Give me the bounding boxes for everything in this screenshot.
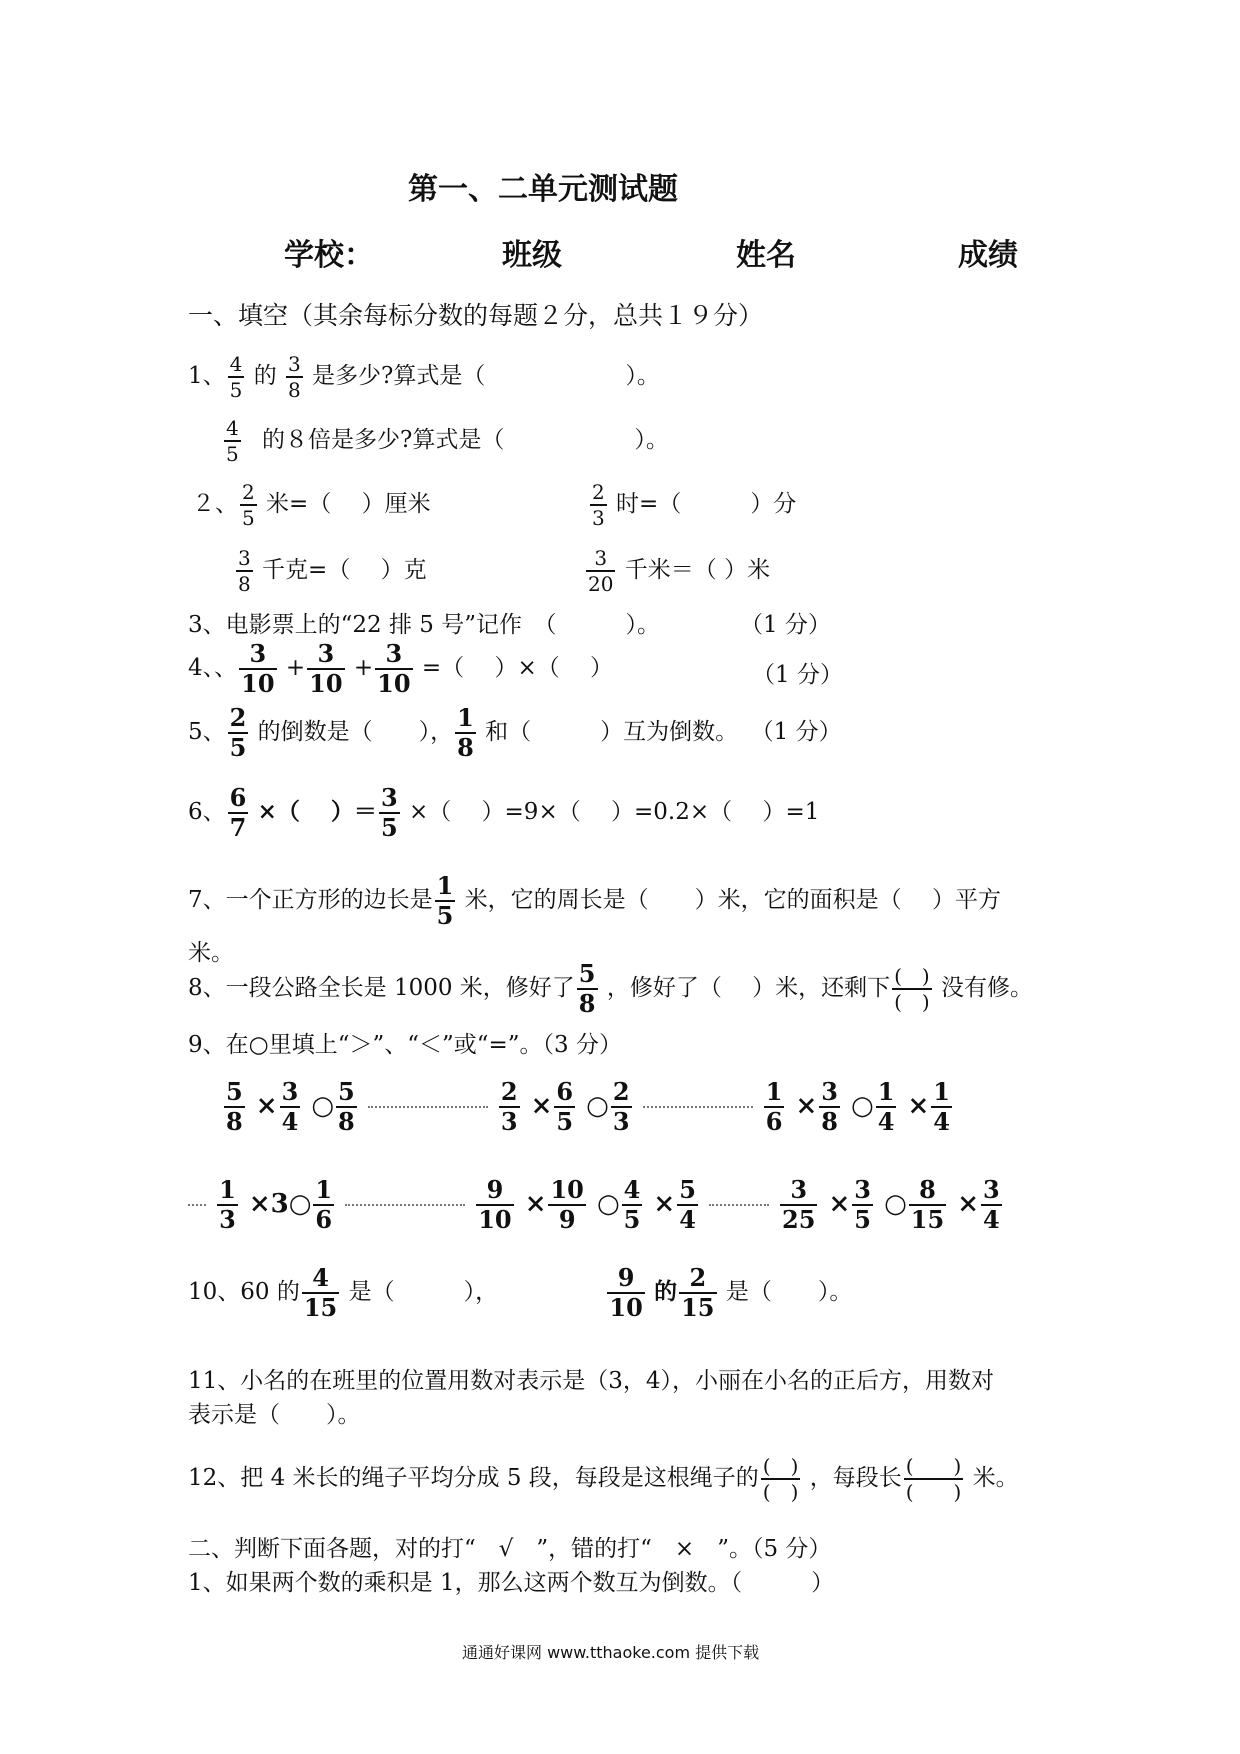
question-11-line-1: 11、小名的在班里的位置用数对表示是（3，4），小丽在小名的正后方，用数对 (188, 1368, 995, 1394)
page-title: 第一、二单元测试题 (408, 172, 678, 207)
question-12: 12、把 4 米长的绳子平均分成 5 段，每段是这根绳子的 ( ) ( ) ，每段长 ( ) ( ) 米。 (188, 1454, 1019, 1504)
question-2a: ２、 $\frac{2}{5}$ 米=（ ）厘米 (192, 480, 431, 530)
question-7-line-2: 米。 (188, 940, 234, 966)
score-label: 成绩 (958, 238, 1018, 273)
question-1: 1、 $\frac{4}{5}$ 的 $\frac{3}{8}$ 是多少?算式是（ ）。 (188, 352, 660, 402)
section-2-question-1: 1、如果两个数的乘积是 1，那么这两个数互为倒数。（ ） (188, 1570, 835, 1596)
compare-row-2: $\frac{1}{3}$ ×3○ $\frac{1}{6}$ $\frac{9}{10}$ × $\frac{10}{9}$ ○ $\frac{4}{5}$ × $\frac{5}{4}$ $\frac{3}{25}$ × $\frac{3}{5}$ ○ $\frac{8}{15}$ × $\frac{3}{4}$ (188, 1178, 1004, 1232)
question-6: 6、 $\frac{6}{7}$ ×（ ）＝ $\frac{3}{5}$ ×（ ）=9×（ ）=0.2×（ ）=1 (188, 783, 820, 842)
fraction: $\frac{4}{5}$ (226, 416, 239, 466)
fraction: $\frac{4}{5}$ (229, 352, 243, 402)
section-1-heading: 一、填空（其余每标分数的每题２分，总共１９分） (188, 301, 764, 330)
fraction: $\frac{3}{8}$ (288, 352, 301, 402)
question-2b: $\frac{2}{3}$ 时=（ ）分 (592, 480, 797, 530)
question-11-line-2: 表示是（ ）。 (188, 1402, 361, 1428)
question-10: 10、60 的 $\frac{4}{15}$ 是（ ）， $\frac{9}{10}$ 的 $\frac{2}{15}$ 是（ ）。 (188, 1263, 853, 1322)
section-2-heading: 二、判断下面各题，对的打“ √ ”，错的打“ × ”。（5 分） (188, 1536, 832, 1562)
question-4-score: （1 分） (752, 662, 843, 688)
question-4: 4、、 $\frac{3}{10}$ + $\frac{3}{10}$ + $\frac{3}{10}$ =（ ）×（ ） (188, 639, 614, 698)
class-label: 班级 (502, 238, 562, 273)
question-7: 7、一个正方形的边长是 $\frac{1}{5}$ 米，它的周长是（ ）米，它的面积是（ ）平方 (188, 871, 1001, 930)
question-2c: $\frac{3}{8}$ 千克=（ ）克 (238, 546, 427, 596)
footer-source: 通通好课网 www.tthaoke.com 提供下载 (462, 1643, 760, 1662)
question-8: 8、一段公路全长是 1000 米，修好了 $\frac{5}{8}$ ，修好了（ ）米，还剩下 ( ) ( ) 没有修。 (188, 959, 1034, 1018)
question-5: 5、 $\frac{2}{5}$ 的倒数是（ ）， $\frac{1}{8}$ 和（ ）互为倒数。 （1 分） (188, 703, 842, 762)
name-label: 姓名 (736, 238, 796, 273)
question-3: 3、电影票上的“22 排 5 号”记作 （ ）。 (188, 612, 660, 638)
question-2d: $\frac{3}{20}$ 千米＝（ ）米 (588, 546, 771, 596)
question-1-line-2: $\frac{4}{5}$ 的８倍是多少?算式是（ ）。 (226, 416, 669, 466)
question-9: 9、在○里填上“＞”、“＜”或“=”。（3 分） (188, 1032, 622, 1058)
question-3-score: （1 分） (740, 612, 831, 638)
school-label: 学校： (284, 238, 374, 273)
compare-row-1: $\frac{5}{8}$ × $\frac{3}{4}$ ○ $\frac{5}{8}$ $\frac{2}{3}$ × $\frac{6}{5}$ ○ $\frac{2}{3}$ $\frac{1}{6}$ × $\frac{3}{8}$ ○ $\frac{1}{4}$ × $\frac{1}{4}$ (226, 1077, 950, 1136)
